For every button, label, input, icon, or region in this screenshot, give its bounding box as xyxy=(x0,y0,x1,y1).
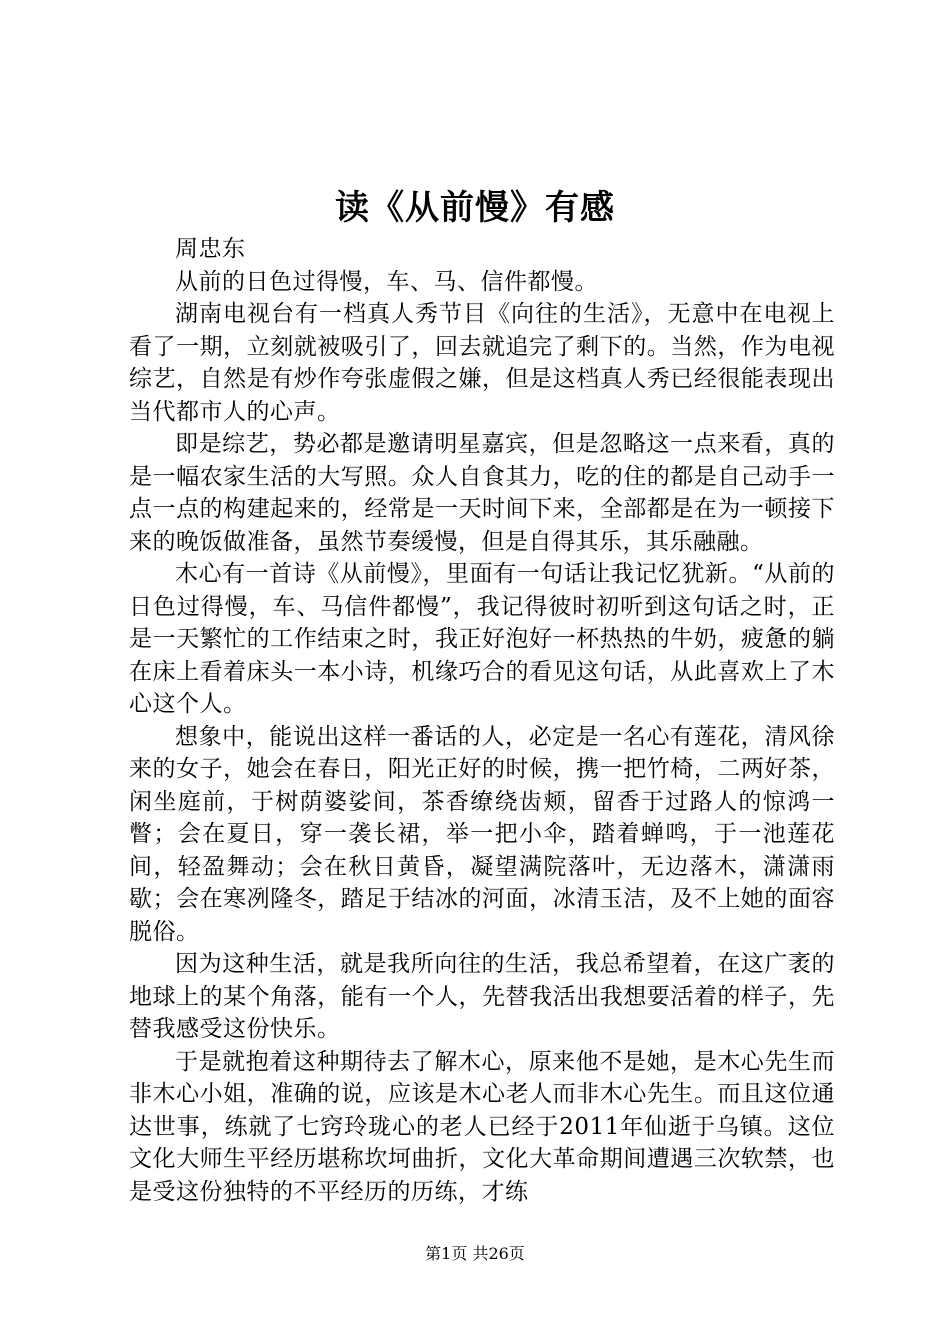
page-footer: 第1页 共26页 xyxy=(425,1244,525,1263)
paragraph: 从前的日色过得慢，车、马、信件都慢。 xyxy=(175,268,598,295)
author-line: 周忠东 xyxy=(175,236,246,262)
paragraph: 想象中，能说出这样一番话的人，必定是一名心有莲花，清风徐来的女子，她会在春日，阳光正好的时候，携一把竹椅，二两好茶，闲坐庭前，于树荫婆娑间，茶香缭绕齿颊，留香于过路人的惊鸿一瞥；会在夏日，穿一袭长裙，举一把小伞，踏着蝉鸣，于一池莲花间，轻盈舞动；会在秋日黄昏，凝望满院落叶，无边落木，潇潇雨歇；会在寒冽隆冬，踏足于结冰的河面，冰清玉洁，及不上她的面容脱俗。 xyxy=(129,723,835,945)
paragraph: 木心有一首诗《从前慢》，里面有一句话让我记忆犹新。“从前的日色过得慢，车、马信件都慢”，我记得彼时初听到这句话之时，正是一天繁忙的工作结束之时，我正好泡好一杯热热的牛奶，疲惫的躺在床上看着床头一本小诗，机缘巧合的看见这句话，从此喜欢上了木心这个人。 xyxy=(129,561,835,717)
paragraph: 于是就抱着这种期待去了解木心，原来他不是她，是木心先生而非木心小姐，准确的说，应该是木心老人而非木心先生。而且这位通达世事，练就了七窍玲珑心的老人已经于2011年仙逝于乌镇。这位文化大师生平经历堪称坎坷曲折，文化大革命期间遭遇三次软禁，也是受这份独特的不平经历的历练，才练 xyxy=(129,1048,835,1205)
paragraph: 即是综艺，势必都是邀请明星嘉宾，但是忽略这一点来看，真的是一幅农家生活的大写照。众人自食其力，吃的住的都是自己动手一点一点的构建起来的，经常是一天时间下来，全部都是在为一顿接下来的晚饭做准备，虽然节奏缓慢，但是自得其乐，其乐融融。 xyxy=(129,431,835,555)
document-title: 读《从前慢》有感 xyxy=(335,188,615,228)
document-body xyxy=(129,233,835,1208)
paragraph: 湖南电视台有一档真人秀节目《向往的生活》，无意中在电视上看了一期，立刻就被吸引了，回去就追完了剩下的。当然，作为电视综艺，自然是有炒作夸张虚假之嫌，但是这档真人秀已经很能表现出当代都市人的心声。 xyxy=(129,301,835,425)
paragraph: 因为这种生活，就是我所向往的生活，我总希望着，在这广袤的地球上的某个角落，能有一个人，先替我活出我想要活着的样子，先替我感受这份快乐。 xyxy=(129,951,835,1042)
